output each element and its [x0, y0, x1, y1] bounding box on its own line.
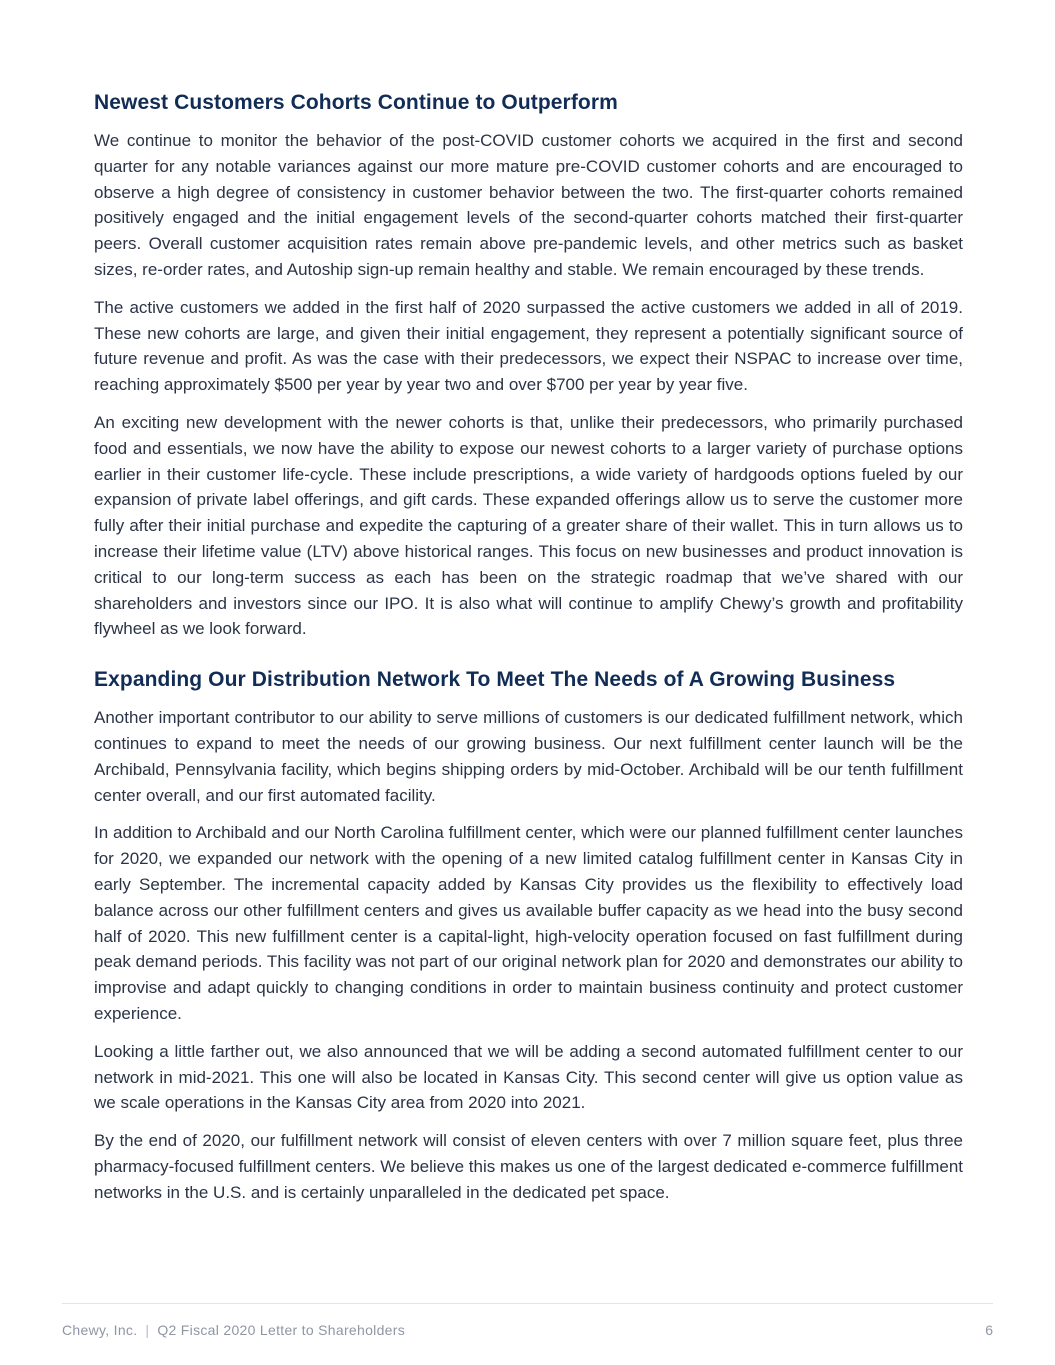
footer-separator: |	[145, 1322, 150, 1338]
section-distribution-network	[94, 665, 963, 1205]
paragraph: Looking a little farther out, we also announced that we will be adding a second automated fulfillment center to our network in mid-2021. This one will also be located in Kansas City. This second center will give us option value as we scale operations in the Kansas City area from 2020 into 2021.	[94, 1041, 963, 1113]
paragraph: We continue to monitor the behavior of the post-COVID customer cohorts we acquired in the first and second quarter for any notable variances against our more mature pre-COVID customer cohorts and are encouraged to observe a high degree of consistency in customer behavior between the two. The first-quarter cohorts remained positively engaged and the initial engagement levels of the second-quarter cohorts matched their first-quarter peers. Overall customer acquisition rates remain above pre-pandemic levels, and other metrics such as basket sizes, re-order rates, and Autoship sign-up remain healthy and stable. We remain encouraged by these trends.	[94, 131, 963, 279]
section-newest-customers	[94, 88, 963, 642]
paragraph: The active customers we added in the first half of 2020 surpassed the active customers we added in all of 2019. These new cohorts are large, and given their initial engagement, they represent a potentially significant source of future revenue and profit. As was the case with their predecessors, we expect their NSPAC to increase over time, reaching approximately $500 per year by year two and over $700 per year by year five.	[94, 297, 963, 395]
paragraph: An exciting new development with the newer cohorts is that, unlike their predecessors, who primarily purchased food and essentials, we now have the ability to expose our newest cohorts to a larger variety of purchase options earlier in their customer life-cycle. These include prescriptions, a wide variety of hardgoods options fueled by our expansion of private label offerings, and gift cards. These expanded offerings allow us to serve the customer more fully after their initial purchase and expedite the capturing of a greater share of their wallet. This in turn allows us to increase their lifetime value (LTV) above historical ranges. This focus on new businesses and product innovation is critical to our long-term success as each has been on the strategic roadmap that we’ve shared with our shareholders and investors since our IPO. It is also what will continue to amplify Chewy’s growth and profitability flywheel as we look forward.	[94, 412, 963, 639]
section-title: Newest Customers Cohorts Continue to Outperform	[94, 91, 618, 114]
page-number: 6	[985, 1322, 993, 1338]
footer-divider	[62, 1303, 993, 1304]
paragraph: In addition to Archibald and our North Carolina fulfillment center, which were our planned fulfillment center launches for 2020, we expanded our network with the opening of a new limited catalog fulfillment center in Kansas City in early September. The incremental capacity added by Kansas City provides us the flexibility to effectively load balance across our other fulfillment centers and gives us available buffer capacity as we head into the busy second half of 2020. This new fulfillment center is a capital-light, high-velocity operation focused on fast fulfillment during peak demand periods. This facility was not part of our original network plan for 2020 and demonstrates our ability to improvise and adapt quickly to changing conditions in order to maintain business continuity and protect customer experience.	[94, 823, 963, 1023]
paragraph: By the end of 2020, our fulfillment network will consist of eleven centers with over 7 million square feet, plus three pharmacy-focused fulfillment centers. We believe this makes us one of the largest dedicated e-commerce fulfillment networks in the U.S. and is certainly unparalleled in the dedicated pet space.	[94, 1131, 963, 1202]
section-title: Expanding Our Distribution Network To Meet The Needs of A Growing Business	[94, 668, 896, 692]
footer	[62, 1322, 405, 1338]
page-content	[94, 88, 963, 1217]
paragraph: Another important contributor to our ability to serve millions of customers is our dedicated fulfillment network, which continues to expand to meet the needs of our growing business. Our next fulfillment center launch will be the Archibald, Pennsylvania facility, which begins shipping orders by mid-October. Archibald will be our tenth fulfillment center overall, and our first automated facility.	[94, 708, 963, 805]
footer-document-title: Q2 Fiscal 2020 Letter to Shareholders	[157, 1322, 406, 1338]
footer-company: Chewy, Inc.	[62, 1322, 138, 1338]
